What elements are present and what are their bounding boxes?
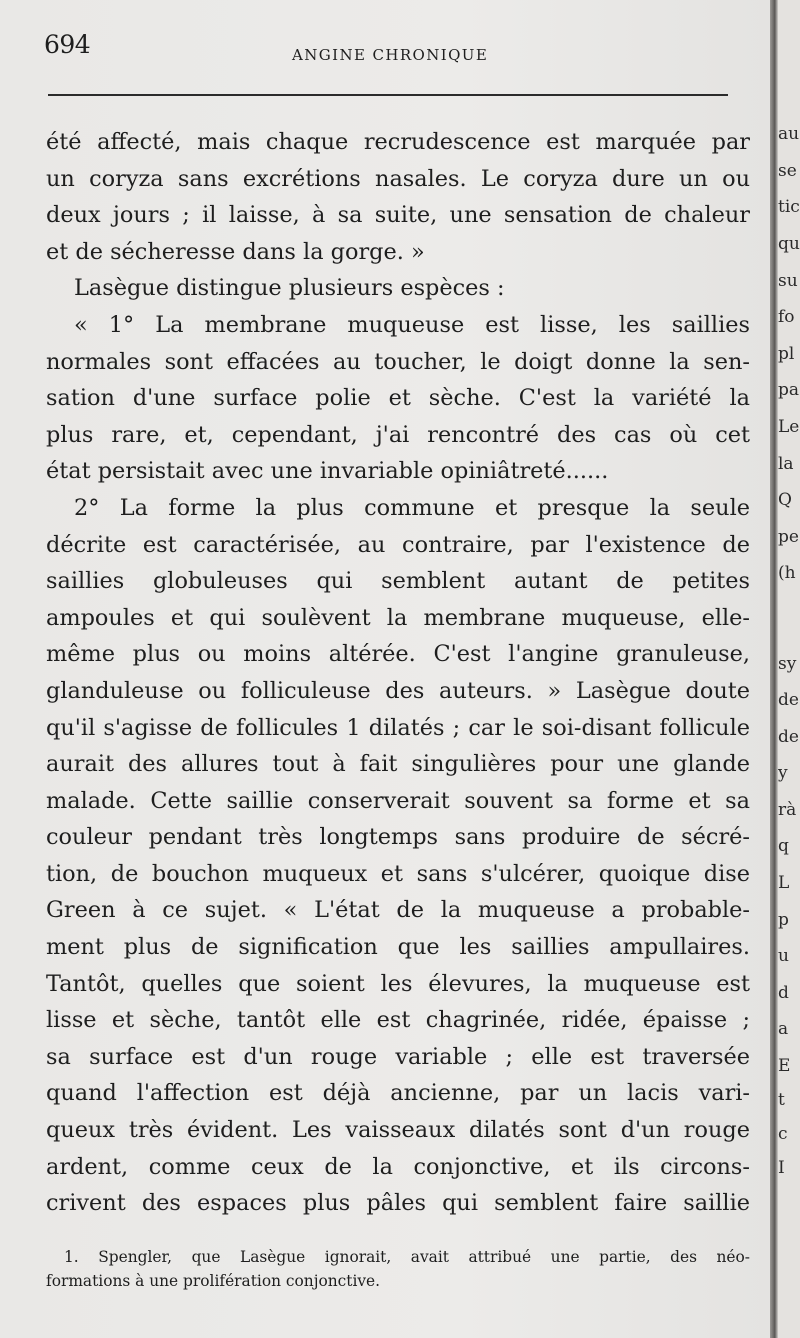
margin-fragment: (h (778, 563, 796, 583)
text-line: même plus ou moins altérée. C'est l'angine granuleuse, (46, 641, 750, 668)
text-line: malade. Cette saillie conserverait souvent sa forme et sa (46, 787, 750, 814)
text-line: décrite est caractérisée, au contraire, par l'existence de (46, 531, 750, 558)
margin-fragment: u (778, 946, 789, 966)
margin-fragment: Le (778, 417, 800, 437)
margin-fragment: su (778, 271, 798, 291)
text-line: aurait des allures tout à fait singulières pour une glande (46, 751, 750, 778)
text-line: lisse et sèche, tantôt elle est chagrinée, ridée, épaisse ; (46, 1007, 750, 1034)
margin-fragment: y (778, 763, 788, 783)
text-line: un coryza sans excrétions nasales. Le coryza dure un ou (46, 165, 750, 192)
text-line: ment plus de signification que les saillies ampullaires. (46, 934, 750, 961)
text-line: plus rare, et, cependant, j'ai rencontré des cas où cet (46, 421, 750, 448)
margin-fragment: Q (778, 490, 792, 510)
text-line: « 1° La membrane muqueuse est lisse, les saillies (74, 311, 750, 338)
margin-fragment: I (778, 1158, 785, 1178)
text-line: qu'il s'agisse de follicules 1 dilatés ; car le soi-disant follicule (46, 714, 750, 741)
text-line: état persistait avec une invariable opiniâtreté...... (46, 458, 609, 485)
text-line: ampoules et qui soulèvent la membrane muqueuse, elle- (46, 604, 750, 631)
footnote-line: 1. Spengler, que Lasègue ignorait, avait attribué une partie, des néo- (64, 1248, 750, 1266)
running-title: ANGINE CHRONIQUE (292, 46, 489, 64)
book-gutter (770, 0, 778, 1338)
margin-fragment: L (778, 873, 790, 893)
margin-fragment: pa (778, 380, 800, 400)
margin-fragment: d (778, 983, 789, 1003)
margin-fragment: pl (778, 344, 795, 364)
margin-fragment: qu (778, 234, 800, 254)
page-header (44, 30, 728, 70)
text-line: Tantôt, quelles que soient les élevures, la muqueuse est (46, 970, 750, 997)
margin-fragment: de (778, 690, 799, 710)
margin-fragment: se (778, 161, 797, 181)
margin-fragment: a (778, 1019, 789, 1039)
next-page-edge (778, 0, 800, 1338)
margin-fragment: c (778, 1124, 788, 1144)
margin-fragment: tic (778, 197, 800, 217)
page-number: 694 (44, 30, 91, 59)
text-line: sa surface est d'un rouge variable ; elle est traversée (46, 1043, 750, 1070)
text-line: été affecté, mais chaque recrudescence est marquée par (46, 129, 750, 155)
margin-fragment: sy (778, 654, 797, 674)
margin-fragment: p (778, 910, 789, 930)
margin-fragment: la (778, 454, 794, 474)
text-line: queux très évident. Les vaisseaux dilatés sont d'un rouge (46, 1117, 750, 1144)
header-rule (48, 94, 728, 96)
footnotes (46, 1245, 750, 1293)
text-line: tion, de bouchon muqueux et sans s'ulcérer, quoique dise (46, 860, 750, 887)
text-line: crivent des espaces plus pâles qui semblent faire saillie (46, 1190, 750, 1217)
text-line: Lasègue distingue plusieurs espèces : (74, 275, 505, 302)
footnote-line: formations à une prolifération conjonctive. (46, 1272, 381, 1290)
text-line: couleur pendant très longtemps sans produire de sécré- (46, 824, 750, 851)
text-line: quand l'affection est déjà ancienne, par un lacis vari- (46, 1080, 750, 1107)
text-line: ardent, comme ceux de la conjonctive, et ils circons- (46, 1153, 750, 1180)
text-line: et de sécheresse dans la gorge. » (46, 238, 425, 265)
margin-fragment: pe (778, 527, 799, 547)
margin-fragment: t (778, 1090, 785, 1110)
margin-fragment: fo (778, 307, 795, 327)
body-text (46, 124, 750, 1222)
text-line: 2° La forme la plus commune et presque la seule (74, 494, 750, 521)
text-line: Green à ce sujet. « L'état de la muqueuse a probable- (46, 897, 750, 924)
margin-fragment: rà (778, 800, 797, 820)
text-line: saillies globuleuses qui semblent autant de petites (46, 568, 750, 595)
margin-fragment: au (778, 124, 800, 144)
margin-fragment: q (778, 836, 789, 856)
margin-fragment: de (778, 727, 799, 747)
text-line: deux jours ; il laisse, à sa suite, une sensation de chaleur (46, 202, 750, 229)
text-line: glanduleuse ou folliculeuse des auteurs. » Lasègue doute (46, 677, 750, 704)
text-line: normales sont effacées au toucher, le doigt donne la sen- (46, 348, 750, 375)
margin-fragment: E (778, 1056, 791, 1076)
text-line: sation d'une surface polie et sèche. C'est la variété la (46, 385, 750, 412)
